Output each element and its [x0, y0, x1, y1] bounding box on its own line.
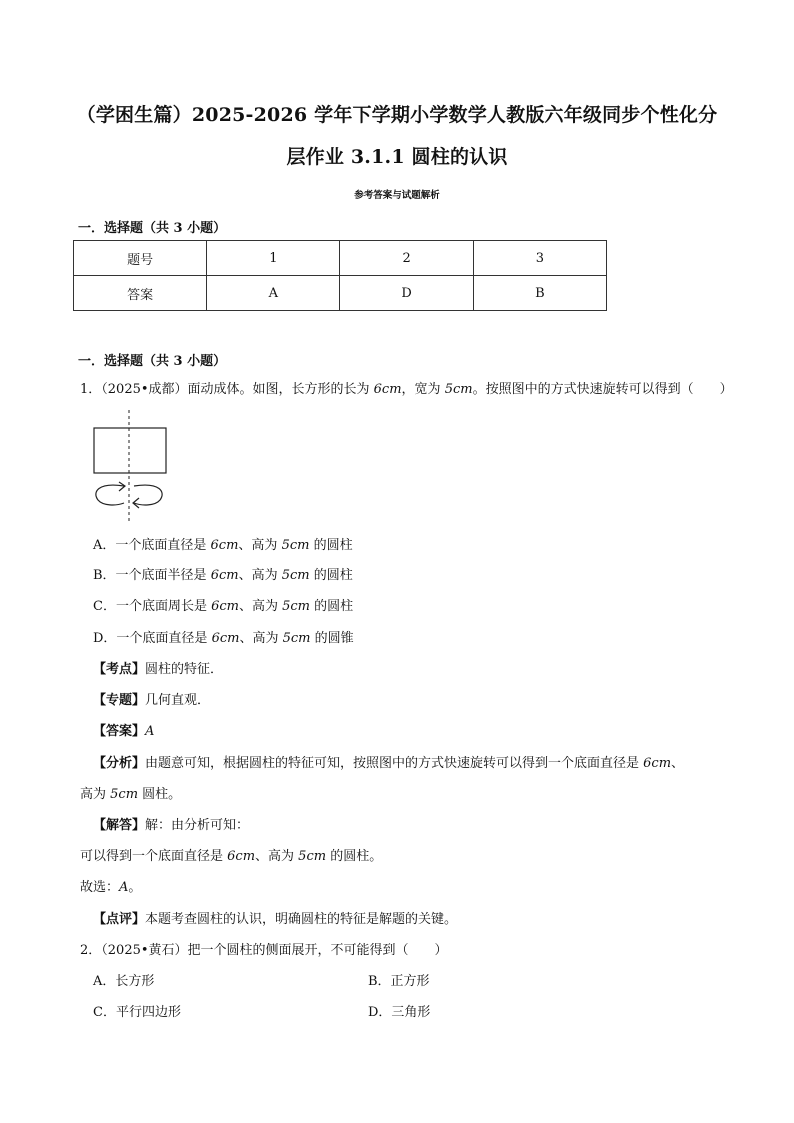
- q1-option-d: D．一个底面直径是 6cm、高为 5cm 的圆锥: [93, 631, 354, 646]
- q1-option-c: C．一个底面周长是 6cm、高为 5cm 的圆柱: [93, 599, 354, 614]
- table-cell: 1: [207, 241, 340, 276]
- document-title-line1: （学困生篇）2025-2026 学年下学期小学数学人教版六年级同步个性化分: [76, 104, 718, 126]
- q1-kaodian: 【考点】圆柱的特征．: [93, 662, 224, 677]
- section-heading-questions: 一．选择题（共 3 小题）: [78, 354, 227, 369]
- q1-jieda-line2: 可以得到一个底面直径是 6cm、高为 5cm 的圆柱。: [80, 849, 383, 864]
- q2-option-b: B．正方形: [368, 974, 430, 989]
- section-heading-answers: 一．选择题（共 3 小题）: [78, 221, 227, 236]
- table-row: [74, 241, 607, 276]
- table-cell: 2: [340, 241, 473, 276]
- document-subtitle: 参考答案与试题解析: [354, 190, 440, 201]
- table-row: [74, 276, 607, 311]
- q1-jieda-line1: 【解答】解：由分析可知：: [93, 818, 250, 833]
- q1-zhuanti: 【专题】几何直观．: [93, 693, 211, 708]
- q1-option-a: A．一个底面直径是 6cm、高为 5cm 的圆柱: [93, 538, 353, 553]
- document-title-line2: 层作业 3.1.1 圆柱的认识: [286, 146, 508, 168]
- rotating-rectangle-figure: [88, 408, 178, 526]
- table-cell: D: [340, 276, 473, 311]
- answer-table: [73, 240, 607, 311]
- q2-option-d: D．三角形: [368, 1005, 431, 1020]
- table-cell-label: 答案: [74, 276, 207, 311]
- q2-option-a: A．长方形: [93, 974, 155, 989]
- table-cell: A: [207, 276, 340, 311]
- q1-option-b: B．一个底面半径是 6cm、高为 5cm 的圆柱: [93, 568, 353, 583]
- q1-fenxi-line1: 【分析】由题意可知，根据圆柱的特征可知，按照图中的方式快速旋转可以得到一个底面直径是 6cm、: [93, 756, 685, 771]
- table-cell: B: [473, 276, 606, 311]
- q1-fenxi-line2: 高为 5cm 圆柱。: [80, 787, 182, 802]
- q2-option-c: C．平行四边形: [93, 1005, 181, 1020]
- table-cell-label: 题号: [74, 241, 207, 276]
- table-cell: 3: [473, 241, 606, 276]
- q1-dianping: 【点评】本题考查圆柱的认识，明确圆柱的特征是解题的关键。: [93, 912, 458, 927]
- q1-answer: 【答案】A: [93, 724, 155, 739]
- q1-final-choice: 故选：A。: [80, 880, 142, 895]
- q1-stem: 1．（2025•成都）面动成体。如图，长方形的长为 6cm，宽为 5cm。按照图中的方式快速旋转可以得到（ ）: [80, 382, 733, 397]
- q2-stem: 2．（2025•黄石）把一个圆柱的侧面展开，不可能得到（ ）: [80, 943, 448, 958]
